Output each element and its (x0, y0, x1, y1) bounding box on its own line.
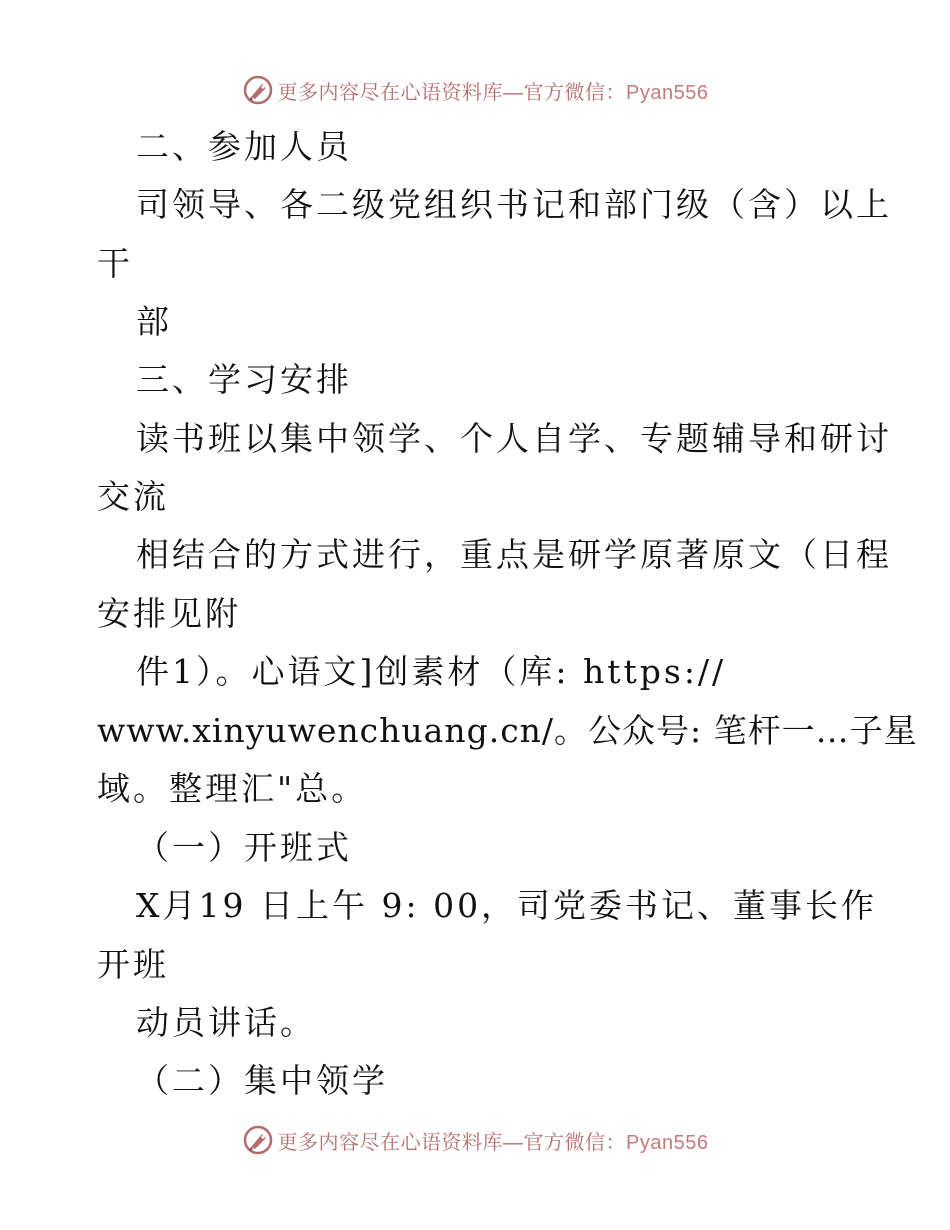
paragraph-line: 司领导、各二级党组织书记和部门级（含）以上 (136, 185, 892, 224)
paragraph-line: 安排见附 (97, 594, 241, 633)
watermark-text: 更多内容尽在心语资料库—官方微信：Pyan556 (277, 81, 709, 104)
paragraph-line: 动员讲话。 (136, 1003, 316, 1042)
section-heading-study-arrangement: 三、学习安排 (136, 360, 352, 399)
paragraph-line: 部 (136, 302, 172, 341)
paragraph-line: X月19 日上午 9: 00，司党委书记、董事长作 (136, 886, 878, 925)
pen-logo-icon (242, 1124, 274, 1156)
subheading-opening-ceremony: （一）开班式 (136, 828, 352, 867)
paragraph-line: 干 (97, 244, 133, 283)
subheading-centralized-study: （二）集中领学 (136, 1061, 388, 1100)
paragraph-line: 相结合的方式进行，重点是研学原著原文（日程 (136, 535, 892, 574)
section-heading-participants: 二、参加人员 (136, 127, 352, 166)
paragraph-line-url: www.xinyuwenchuang.cn/。公众号: 笔杆一…子星 (97, 711, 918, 750)
paragraph-line: 件1）。心语文]创素材（库: https:// (136, 652, 727, 691)
footer-watermark (0, 1120, 950, 1160)
watermark-text: 更多内容尽在心语资料库—官方微信：Pyan556 (277, 1131, 709, 1154)
paragraph-line: 域。整理汇"总。 (97, 769, 368, 808)
paragraph-line: 开班 (97, 945, 169, 984)
paragraph-line: 交流 (97, 477, 169, 516)
paragraph-line: 读书班以集中领学、个人自学、专题辅导和研讨 (136, 419, 892, 458)
